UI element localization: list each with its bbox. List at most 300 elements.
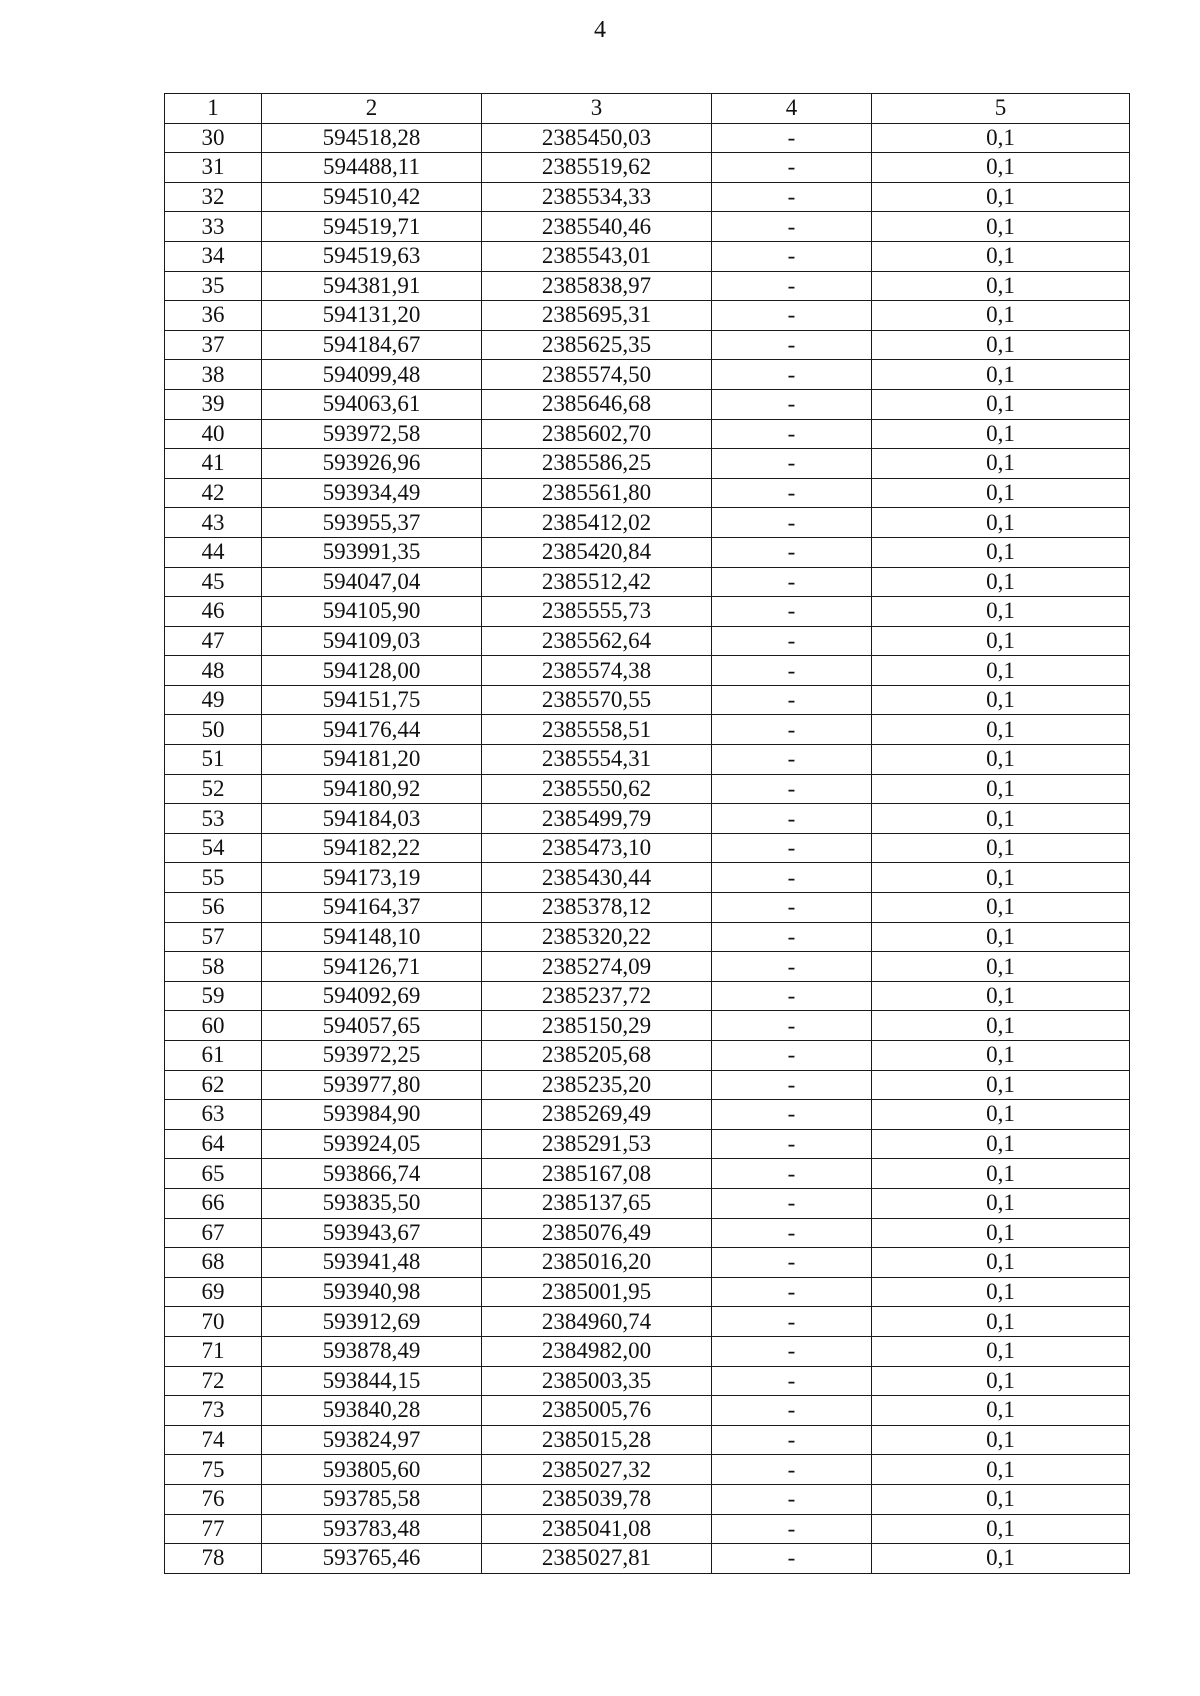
column-5-cell: 0,1 (872, 685, 1130, 715)
column-4-cell: - (712, 1307, 872, 1337)
x-coordinate-cell: 594128,00 (262, 656, 482, 686)
x-coordinate-cell: 593972,25 (262, 1041, 482, 1071)
y-coordinate-cell: 2385235,20 (482, 1070, 712, 1100)
column-5-cell: 0,1 (872, 656, 1130, 686)
table-row (165, 1514, 1130, 1544)
table-row (165, 1188, 1130, 1218)
column-5-cell: 0,1 (872, 241, 1130, 271)
y-coordinate-cell: 2385420,84 (482, 537, 712, 567)
table-row (165, 241, 1130, 271)
column-4-cell: - (712, 1188, 872, 1218)
x-coordinate-cell: 593824,97 (262, 1425, 482, 1455)
column-4-cell: - (712, 1041, 872, 1071)
point-number-cell: 50 (165, 715, 262, 745)
table-row (165, 774, 1130, 804)
y-coordinate-cell: 2385039,78 (482, 1484, 712, 1514)
column-4-cell: - (712, 389, 872, 419)
column-4-cell: - (712, 745, 872, 775)
table-row (165, 1396, 1130, 1426)
y-coordinate-cell: 2385554,31 (482, 745, 712, 775)
table-row (165, 1277, 1130, 1307)
x-coordinate-cell: 594164,37 (262, 893, 482, 923)
column-5-cell: 0,1 (872, 774, 1130, 804)
column-5-cell: 0,1 (872, 1544, 1130, 1574)
table-row (165, 301, 1130, 331)
point-number-cell: 58 (165, 952, 262, 982)
x-coordinate-cell: 594109,03 (262, 626, 482, 656)
x-coordinate-cell: 594180,92 (262, 774, 482, 804)
x-coordinate-cell: 593840,28 (262, 1396, 482, 1426)
x-coordinate-cell: 593991,35 (262, 537, 482, 567)
y-coordinate-cell: 2385001,95 (482, 1277, 712, 1307)
column-4-cell: - (712, 241, 872, 271)
column-4-cell: - (712, 508, 872, 538)
table-row (165, 804, 1130, 834)
point-number-cell: 62 (165, 1070, 262, 1100)
column-4-cell: - (712, 1484, 872, 1514)
y-coordinate-cell: 2384960,74 (482, 1307, 712, 1337)
y-coordinate-cell: 2385450,03 (482, 123, 712, 153)
x-coordinate-cell: 594151,75 (262, 685, 482, 715)
y-coordinate-cell: 2384982,00 (482, 1336, 712, 1366)
table-row (165, 685, 1130, 715)
table-row (165, 1425, 1130, 1455)
point-number-cell: 45 (165, 567, 262, 597)
table-row (165, 1218, 1130, 1248)
point-number-cell: 43 (165, 508, 262, 538)
x-coordinate-cell: 593785,58 (262, 1484, 482, 1514)
column-4-cell: - (712, 478, 872, 508)
point-number-cell: 75 (165, 1455, 262, 1485)
point-number-cell: 37 (165, 330, 262, 360)
y-coordinate-cell: 2385320,22 (482, 922, 712, 952)
table-row (165, 863, 1130, 893)
x-coordinate-cell: 594173,19 (262, 863, 482, 893)
point-number-cell: 60 (165, 1011, 262, 1041)
table-row (165, 508, 1130, 538)
table-row (165, 1011, 1130, 1041)
column-header-4: 4 (712, 94, 872, 124)
column-4-cell: - (712, 893, 872, 923)
y-coordinate-cell: 2385561,80 (482, 478, 712, 508)
column-4-cell: - (712, 804, 872, 834)
column-5-cell: 0,1 (872, 123, 1130, 153)
column-4-cell: - (712, 1544, 872, 1574)
y-coordinate-cell: 2385555,73 (482, 597, 712, 627)
x-coordinate-cell: 593878,49 (262, 1336, 482, 1366)
column-5-cell: 0,1 (872, 212, 1130, 242)
column-4-cell: - (712, 863, 872, 893)
column-5-cell: 0,1 (872, 715, 1130, 745)
column-4-cell: - (712, 301, 872, 331)
column-4-cell: - (712, 715, 872, 745)
column-4-cell: - (712, 419, 872, 449)
y-coordinate-cell: 2385602,70 (482, 419, 712, 449)
point-number-cell: 64 (165, 1129, 262, 1159)
column-header-2: 2 (262, 94, 482, 124)
column-4-cell: - (712, 1070, 872, 1100)
table-row (165, 893, 1130, 923)
y-coordinate-cell: 2385412,02 (482, 508, 712, 538)
table-row (165, 419, 1130, 449)
table-row (165, 153, 1130, 183)
y-coordinate-cell: 2385205,68 (482, 1041, 712, 1071)
y-coordinate-cell: 2385625,35 (482, 330, 712, 360)
column-4-cell: - (712, 1396, 872, 1426)
header-row (165, 94, 1130, 124)
column-5-cell: 0,1 (872, 567, 1130, 597)
point-number-cell: 56 (165, 893, 262, 923)
x-coordinate-cell: 594184,67 (262, 330, 482, 360)
column-5-cell: 0,1 (872, 1425, 1130, 1455)
point-number-cell: 78 (165, 1544, 262, 1574)
table-row (165, 1100, 1130, 1130)
x-coordinate-cell: 593926,96 (262, 449, 482, 479)
x-coordinate-cell: 593912,69 (262, 1307, 482, 1337)
column-5-cell: 0,1 (872, 1218, 1130, 1248)
point-number-cell: 76 (165, 1484, 262, 1514)
point-number-cell: 63 (165, 1100, 262, 1130)
column-4-cell: - (712, 1277, 872, 1307)
column-5-cell: 0,1 (872, 745, 1130, 775)
column-4-cell: - (712, 123, 872, 153)
point-number-cell: 40 (165, 419, 262, 449)
point-number-cell: 72 (165, 1366, 262, 1396)
column-4-cell: - (712, 1514, 872, 1544)
x-coordinate-cell: 593805,60 (262, 1455, 482, 1485)
column-5-cell: 0,1 (872, 1188, 1130, 1218)
y-coordinate-cell: 2385378,12 (482, 893, 712, 923)
column-5-cell: 0,1 (872, 863, 1130, 893)
x-coordinate-cell: 594519,71 (262, 212, 482, 242)
point-number-cell: 52 (165, 774, 262, 804)
table-row (165, 123, 1130, 153)
table-row (165, 1159, 1130, 1189)
column-4-cell: - (712, 1248, 872, 1278)
column-5-cell: 0,1 (872, 419, 1130, 449)
point-number-cell: 34 (165, 241, 262, 271)
point-number-cell: 55 (165, 863, 262, 893)
y-coordinate-cell: 2385562,64 (482, 626, 712, 656)
y-coordinate-cell: 2385499,79 (482, 804, 712, 834)
point-number-cell: 47 (165, 626, 262, 656)
point-number-cell: 51 (165, 745, 262, 775)
y-coordinate-cell: 2385550,62 (482, 774, 712, 804)
y-coordinate-cell: 2385512,42 (482, 567, 712, 597)
column-4-cell: - (712, 774, 872, 804)
column-4-cell: - (712, 1218, 872, 1248)
x-coordinate-cell: 594092,69 (262, 981, 482, 1011)
y-coordinate-cell: 2385150,29 (482, 1011, 712, 1041)
x-coordinate-cell: 594047,04 (262, 567, 482, 597)
column-4-cell: - (712, 153, 872, 183)
column-4-cell: - (712, 1455, 872, 1485)
column-4-cell: - (712, 449, 872, 479)
table-row (165, 1484, 1130, 1514)
column-4-cell: - (712, 567, 872, 597)
x-coordinate-cell: 594131,20 (262, 301, 482, 331)
column-5-cell: 0,1 (872, 804, 1130, 834)
y-coordinate-cell: 2385574,38 (482, 656, 712, 686)
column-5-cell: 0,1 (872, 1366, 1130, 1396)
table-row (165, 656, 1130, 686)
point-number-cell: 65 (165, 1159, 262, 1189)
y-coordinate-cell: 2385586,25 (482, 449, 712, 479)
column-5-cell: 0,1 (872, 1455, 1130, 1485)
table-row (165, 1366, 1130, 1396)
table-row (165, 271, 1130, 301)
column-4-cell: - (712, 1425, 872, 1455)
y-coordinate-cell: 2385041,08 (482, 1514, 712, 1544)
table-row (165, 1544, 1130, 1574)
table-row (165, 567, 1130, 597)
point-number-cell: 74 (165, 1425, 262, 1455)
x-coordinate-cell: 593924,05 (262, 1129, 482, 1159)
column-4-cell: - (712, 182, 872, 212)
y-coordinate-cell: 2385274,09 (482, 952, 712, 982)
column-header-3: 3 (482, 94, 712, 124)
point-number-cell: 46 (165, 597, 262, 627)
column-5-cell: 0,1 (872, 1011, 1130, 1041)
column-5-cell: 0,1 (872, 922, 1130, 952)
point-number-cell: 73 (165, 1396, 262, 1426)
table-row (165, 1336, 1130, 1366)
x-coordinate-cell: 594057,65 (262, 1011, 482, 1041)
point-number-cell: 66 (165, 1188, 262, 1218)
y-coordinate-cell: 2385570,55 (482, 685, 712, 715)
y-coordinate-cell: 2385695,31 (482, 301, 712, 331)
x-coordinate-cell: 593765,46 (262, 1544, 482, 1574)
column-header-5: 5 (872, 94, 1130, 124)
column-5-cell: 0,1 (872, 1277, 1130, 1307)
point-number-cell: 36 (165, 301, 262, 331)
table-row (165, 833, 1130, 863)
y-coordinate-cell: 2385540,46 (482, 212, 712, 242)
column-4-cell: - (712, 1100, 872, 1130)
x-coordinate-cell: 594105,90 (262, 597, 482, 627)
point-number-cell: 69 (165, 1277, 262, 1307)
column-5-cell: 0,1 (872, 360, 1130, 390)
column-5-cell: 0,1 (872, 478, 1130, 508)
point-number-cell: 57 (165, 922, 262, 952)
column-4-cell: - (712, 1129, 872, 1159)
column-5-cell: 0,1 (872, 893, 1130, 923)
point-number-cell: 61 (165, 1041, 262, 1071)
point-number-cell: 39 (165, 389, 262, 419)
column-5-cell: 0,1 (872, 1248, 1130, 1278)
point-number-cell: 48 (165, 656, 262, 686)
column-5-cell: 0,1 (872, 626, 1130, 656)
column-4-cell: - (712, 656, 872, 686)
column-5-cell: 0,1 (872, 981, 1130, 1011)
point-number-cell: 32 (165, 182, 262, 212)
x-coordinate-cell: 594381,91 (262, 271, 482, 301)
column-4-cell: - (712, 1011, 872, 1041)
column-4-cell: - (712, 597, 872, 627)
column-4-cell: - (712, 360, 872, 390)
column-4-cell: - (712, 833, 872, 863)
y-coordinate-cell: 2385430,44 (482, 863, 712, 893)
column-4-cell: - (712, 1159, 872, 1189)
page-number: 4 (594, 17, 606, 43)
column-5-cell: 0,1 (872, 330, 1130, 360)
table-row (165, 389, 1130, 419)
column-4-cell: - (712, 537, 872, 567)
y-coordinate-cell: 2385558,51 (482, 715, 712, 745)
table-row (165, 1248, 1130, 1278)
column-4-cell: - (712, 626, 872, 656)
x-coordinate-cell: 593866,74 (262, 1159, 482, 1189)
column-5-cell: 0,1 (872, 1336, 1130, 1366)
x-coordinate-cell: 593783,48 (262, 1514, 482, 1544)
column-header-1: 1 (165, 94, 262, 124)
y-coordinate-cell: 2385137,65 (482, 1188, 712, 1218)
column-5-cell: 0,1 (872, 597, 1130, 627)
column-4-cell: - (712, 952, 872, 982)
point-number-cell: 67 (165, 1218, 262, 1248)
x-coordinate-cell: 594126,71 (262, 952, 482, 982)
column-5-cell: 0,1 (872, 271, 1130, 301)
y-coordinate-cell: 2385027,81 (482, 1544, 712, 1574)
x-coordinate-cell: 593934,49 (262, 478, 482, 508)
column-5-cell: 0,1 (872, 508, 1130, 538)
y-coordinate-cell: 2385473,10 (482, 833, 712, 863)
point-number-cell: 35 (165, 271, 262, 301)
y-coordinate-cell: 2385291,53 (482, 1129, 712, 1159)
table-row (165, 597, 1130, 627)
point-number-cell: 30 (165, 123, 262, 153)
column-5-cell: 0,1 (872, 301, 1130, 331)
x-coordinate-cell: 594510,42 (262, 182, 482, 212)
column-4-cell: - (712, 922, 872, 952)
point-number-cell: 68 (165, 1248, 262, 1278)
column-5-cell: 0,1 (872, 833, 1130, 863)
x-coordinate-cell: 594182,22 (262, 833, 482, 863)
x-coordinate-cell: 594099,48 (262, 360, 482, 390)
table-row (165, 1129, 1130, 1159)
table-row (165, 1070, 1130, 1100)
column-5-cell: 0,1 (872, 1100, 1130, 1130)
point-number-cell: 53 (165, 804, 262, 834)
y-coordinate-cell: 2385076,49 (482, 1218, 712, 1248)
x-coordinate-cell: 593972,58 (262, 419, 482, 449)
point-number-cell: 38 (165, 360, 262, 390)
y-coordinate-cell: 2385015,28 (482, 1425, 712, 1455)
column-5-cell: 0,1 (872, 1396, 1130, 1426)
point-number-cell: 33 (165, 212, 262, 242)
point-number-cell: 42 (165, 478, 262, 508)
table-row (165, 981, 1130, 1011)
x-coordinate-cell: 593940,98 (262, 1277, 482, 1307)
column-5-cell: 0,1 (872, 1514, 1130, 1544)
column-4-cell: - (712, 212, 872, 242)
table-row (165, 922, 1130, 952)
table-row (165, 330, 1130, 360)
y-coordinate-cell: 2385269,49 (482, 1100, 712, 1130)
x-coordinate-cell: 593835,50 (262, 1188, 482, 1218)
column-5-cell: 0,1 (872, 1129, 1130, 1159)
coordinates-table (164, 93, 1130, 1574)
point-number-cell: 54 (165, 833, 262, 863)
x-coordinate-cell: 594176,44 (262, 715, 482, 745)
table-row (165, 449, 1130, 479)
table-row (165, 1455, 1130, 1485)
table-body (165, 123, 1130, 1573)
x-coordinate-cell: 593955,37 (262, 508, 482, 538)
point-number-cell: 31 (165, 153, 262, 183)
table-row (165, 360, 1130, 390)
x-coordinate-cell: 594148,10 (262, 922, 482, 952)
column-5-cell: 0,1 (872, 1307, 1130, 1337)
y-coordinate-cell: 2385838,97 (482, 271, 712, 301)
x-coordinate-cell: 594519,63 (262, 241, 482, 271)
column-5-cell: 0,1 (872, 153, 1130, 183)
y-coordinate-cell: 2385543,01 (482, 241, 712, 271)
y-coordinate-cell: 2385003,35 (482, 1366, 712, 1396)
table-row (165, 537, 1130, 567)
y-coordinate-cell: 2385646,68 (482, 389, 712, 419)
y-coordinate-cell: 2385167,08 (482, 1159, 712, 1189)
point-number-cell: 71 (165, 1336, 262, 1366)
column-4-cell: - (712, 271, 872, 301)
column-4-cell: - (712, 685, 872, 715)
column-5-cell: 0,1 (872, 449, 1130, 479)
column-5-cell: 0,1 (872, 1041, 1130, 1071)
point-number-cell: 70 (165, 1307, 262, 1337)
column-4-cell: - (712, 1366, 872, 1396)
column-4-cell: - (712, 981, 872, 1011)
table-row (165, 212, 1130, 242)
table-row (165, 745, 1130, 775)
x-coordinate-cell: 594184,03 (262, 804, 482, 834)
column-4-cell: - (712, 1336, 872, 1366)
x-coordinate-cell: 594488,11 (262, 153, 482, 183)
x-coordinate-cell: 593943,67 (262, 1218, 482, 1248)
table-row (165, 626, 1130, 656)
x-coordinate-cell: 593844,15 (262, 1366, 482, 1396)
y-coordinate-cell: 2385016,20 (482, 1248, 712, 1278)
column-5-cell: 0,1 (872, 1070, 1130, 1100)
column-5-cell: 0,1 (872, 1484, 1130, 1514)
y-coordinate-cell: 2385574,50 (482, 360, 712, 390)
y-coordinate-cell: 2385005,76 (482, 1396, 712, 1426)
point-number-cell: 77 (165, 1514, 262, 1544)
table-row (165, 715, 1130, 745)
table-row (165, 1041, 1130, 1071)
x-coordinate-cell: 594518,28 (262, 123, 482, 153)
table-row (165, 182, 1130, 212)
point-number-cell: 49 (165, 685, 262, 715)
y-coordinate-cell: 2385237,72 (482, 981, 712, 1011)
column-5-cell: 0,1 (872, 389, 1130, 419)
point-number-cell: 59 (165, 981, 262, 1011)
x-coordinate-cell: 594181,20 (262, 745, 482, 775)
column-4-cell: - (712, 330, 872, 360)
point-number-cell: 44 (165, 537, 262, 567)
y-coordinate-cell: 2385534,33 (482, 182, 712, 212)
point-number-cell: 41 (165, 449, 262, 479)
table-row (165, 1307, 1130, 1337)
x-coordinate-cell: 593977,80 (262, 1070, 482, 1100)
y-coordinate-cell: 2385027,32 (482, 1455, 712, 1485)
table-row (165, 478, 1130, 508)
x-coordinate-cell: 593941,48 (262, 1248, 482, 1278)
column-5-cell: 0,1 (872, 1159, 1130, 1189)
y-coordinate-cell: 2385519,62 (482, 153, 712, 183)
column-5-cell: 0,1 (872, 952, 1130, 982)
table-header (165, 94, 1130, 124)
x-coordinate-cell: 594063,61 (262, 389, 482, 419)
